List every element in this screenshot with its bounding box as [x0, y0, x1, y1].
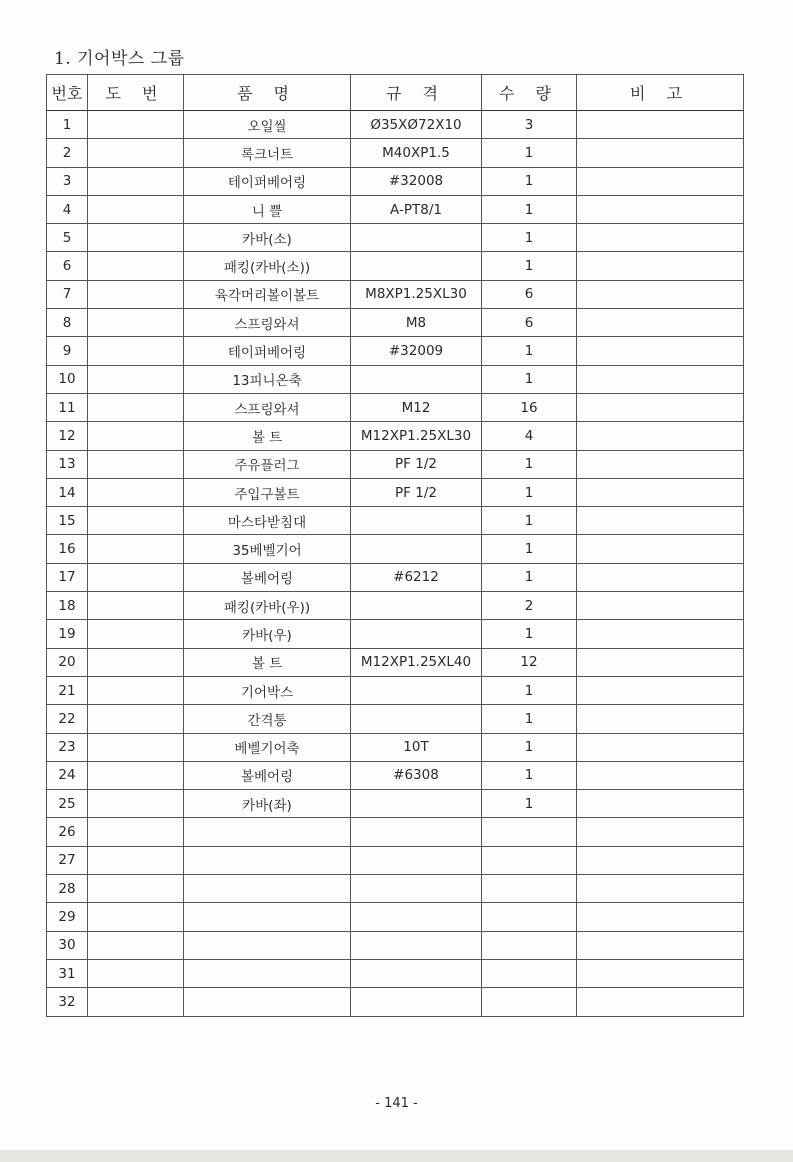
part-note — [577, 337, 744, 365]
part-note — [577, 733, 744, 761]
part-spec: #32008 — [351, 167, 482, 195]
part-quantity: 1 — [482, 478, 577, 506]
part-quantity: 1 — [482, 563, 577, 591]
part-quantity: 2 — [482, 592, 577, 620]
row-number: 17 — [47, 563, 88, 591]
part-quantity — [482, 903, 577, 931]
drawing-number — [88, 139, 184, 167]
part-note — [577, 280, 744, 308]
part-name: 니 쁠 — [184, 195, 351, 223]
parts-table-body — [47, 111, 744, 1017]
row-number: 22 — [47, 705, 88, 733]
part-name: 카바(소) — [184, 224, 351, 252]
part-note — [577, 676, 744, 704]
row-number: 7 — [47, 280, 88, 308]
row-number: 23 — [47, 733, 88, 761]
part-quantity: 1 — [482, 620, 577, 648]
part-quantity — [482, 818, 577, 846]
part-spec — [351, 846, 482, 874]
header-number: 번호 — [47, 75, 88, 111]
drawing-number — [88, 818, 184, 846]
drawing-number — [88, 846, 184, 874]
part-spec: #6212 — [351, 563, 482, 591]
row-number: 21 — [47, 676, 88, 704]
table-row — [47, 620, 744, 648]
row-number: 26 — [47, 818, 88, 846]
table-row — [47, 393, 744, 421]
part-quantity: 1 — [482, 733, 577, 761]
part-note — [577, 592, 744, 620]
part-spec — [351, 790, 482, 818]
part-note — [577, 903, 744, 931]
part-quantity: 1 — [482, 224, 577, 252]
part-note — [577, 195, 744, 223]
part-name: 오일씰 — [184, 111, 351, 139]
part-name: 테이퍼베어링 — [184, 337, 351, 365]
drawing-number — [88, 365, 184, 393]
row-number: 32 — [47, 988, 88, 1016]
drawing-number — [88, 478, 184, 506]
table-row — [47, 903, 744, 931]
row-number: 14 — [47, 478, 88, 506]
part-name — [184, 988, 351, 1016]
part-name: 육각머리볼이볼트 — [184, 280, 351, 308]
part-spec: M8 — [351, 309, 482, 337]
part-name: 주입구볼트 — [184, 478, 351, 506]
part-name: 볼베어링 — [184, 761, 351, 789]
part-spec — [351, 224, 482, 252]
part-spec — [351, 818, 482, 846]
part-name: 베벨기어축 — [184, 733, 351, 761]
part-spec — [351, 620, 482, 648]
part-quantity — [482, 846, 577, 874]
part-note — [577, 507, 744, 535]
parts-table — [46, 74, 744, 1017]
part-spec — [351, 705, 482, 733]
part-quantity: 6 — [482, 309, 577, 337]
part-name: 35베벨기어 — [184, 535, 351, 563]
table-row — [47, 818, 744, 846]
part-spec — [351, 507, 482, 535]
part-spec — [351, 903, 482, 931]
part-quantity: 1 — [482, 139, 577, 167]
header-part-name: 품 명 — [184, 75, 351, 111]
part-note — [577, 252, 744, 280]
part-quantity: 1 — [482, 450, 577, 478]
table-row — [47, 959, 744, 987]
part-note — [577, 761, 744, 789]
part-spec — [351, 875, 482, 903]
part-quantity: 12 — [482, 648, 577, 676]
page-title: 1. 기어박스 그룹 — [54, 49, 185, 69]
part-note — [577, 309, 744, 337]
part-note — [577, 111, 744, 139]
part-name: 볼베어링 — [184, 563, 351, 591]
drawing-number — [88, 393, 184, 421]
row-number: 25 — [47, 790, 88, 818]
part-spec: PF 1/2 — [351, 450, 482, 478]
row-number: 15 — [47, 507, 88, 535]
header-spec: 규 격 — [351, 75, 482, 111]
part-quantity: 1 — [482, 790, 577, 818]
table-row — [47, 761, 744, 789]
drawing-number — [88, 790, 184, 818]
table-row — [47, 648, 744, 676]
part-quantity: 1 — [482, 167, 577, 195]
table-row — [47, 280, 744, 308]
table-row — [47, 988, 744, 1016]
part-note — [577, 563, 744, 591]
part-name: 스프링와셔 — [184, 393, 351, 421]
drawing-number — [88, 563, 184, 591]
header-note: 비 고 — [577, 75, 744, 111]
part-note — [577, 818, 744, 846]
part-quantity: 3 — [482, 111, 577, 139]
table-row — [47, 478, 744, 506]
part-note — [577, 365, 744, 393]
part-note — [577, 790, 744, 818]
part-spec: M8XP1.25XL30 — [351, 280, 482, 308]
drawing-number — [88, 988, 184, 1016]
drawing-number — [88, 733, 184, 761]
table-row — [47, 676, 744, 704]
part-quantity — [482, 931, 577, 959]
part-note — [577, 450, 744, 478]
drawing-number — [88, 450, 184, 478]
table-row — [47, 592, 744, 620]
part-spec: M12 — [351, 393, 482, 421]
part-spec — [351, 931, 482, 959]
part-name — [184, 959, 351, 987]
part-note — [577, 535, 744, 563]
part-quantity: 1 — [482, 507, 577, 535]
part-spec: A-PT8/1 — [351, 195, 482, 223]
part-spec — [351, 592, 482, 620]
row-number: 30 — [47, 931, 88, 959]
row-number: 3 — [47, 167, 88, 195]
drawing-number — [88, 705, 184, 733]
row-number: 19 — [47, 620, 88, 648]
row-number: 29 — [47, 903, 88, 931]
part-quantity: 1 — [482, 761, 577, 789]
drawing-number — [88, 337, 184, 365]
header-quantity: 수 량 — [482, 75, 577, 111]
drawing-number — [88, 648, 184, 676]
part-spec: PF 1/2 — [351, 478, 482, 506]
row-number: 10 — [47, 365, 88, 393]
part-name: 13피니온축 — [184, 365, 351, 393]
row-number: 4 — [47, 195, 88, 223]
row-number: 20 — [47, 648, 88, 676]
table-row — [47, 931, 744, 959]
part-note — [577, 422, 744, 450]
part-name: 볼 트 — [184, 648, 351, 676]
table-row — [47, 252, 744, 280]
part-name: 패킹(카바(소)) — [184, 252, 351, 280]
row-number: 13 — [47, 450, 88, 478]
row-number: 11 — [47, 393, 88, 421]
table-row — [47, 195, 744, 223]
part-note — [577, 393, 744, 421]
header-drawing-no: 도 번 — [88, 75, 184, 111]
part-name — [184, 875, 351, 903]
part-note — [577, 705, 744, 733]
row-number: 16 — [47, 535, 88, 563]
part-spec — [351, 959, 482, 987]
row-number: 1 — [47, 111, 88, 139]
row-number: 18 — [47, 592, 88, 620]
row-number: 2 — [47, 139, 88, 167]
part-spec — [351, 365, 482, 393]
part-quantity — [482, 875, 577, 903]
table-row — [47, 111, 744, 139]
part-note — [577, 139, 744, 167]
part-name — [184, 846, 351, 874]
part-name: 스프링와셔 — [184, 309, 351, 337]
drawing-number — [88, 507, 184, 535]
row-number: 28 — [47, 875, 88, 903]
part-quantity: 1 — [482, 337, 577, 365]
part-quantity: 1 — [482, 705, 577, 733]
table-row — [47, 337, 744, 365]
part-name: 주유플러그 — [184, 450, 351, 478]
part-spec — [351, 988, 482, 1016]
part-quantity: 1 — [482, 365, 577, 393]
part-note — [577, 648, 744, 676]
drawing-number — [88, 875, 184, 903]
part-name: 테이퍼베어링 — [184, 167, 351, 195]
part-quantity: 1 — [482, 676, 577, 704]
table-header-row — [47, 75, 744, 111]
drawing-number — [88, 195, 184, 223]
part-quantity: 1 — [482, 195, 577, 223]
drawing-number — [88, 252, 184, 280]
row-number: 24 — [47, 761, 88, 789]
part-name: 카바(좌) — [184, 790, 351, 818]
table-row — [47, 875, 744, 903]
drawing-number — [88, 959, 184, 987]
part-quantity: 4 — [482, 422, 577, 450]
part-name: 패킹(카바(우)) — [184, 592, 351, 620]
part-note — [577, 931, 744, 959]
drawing-number — [88, 111, 184, 139]
part-spec: M12XP1.25XL40 — [351, 648, 482, 676]
part-note — [577, 875, 744, 903]
part-spec: 10T — [351, 733, 482, 761]
drawing-number — [88, 676, 184, 704]
part-spec: M12XP1.25XL30 — [351, 422, 482, 450]
drawing-number — [88, 309, 184, 337]
part-name: 간격통 — [184, 705, 351, 733]
table-row — [47, 422, 744, 450]
part-note — [577, 988, 744, 1016]
table-row — [47, 507, 744, 535]
table-row — [47, 365, 744, 393]
row-number: 12 — [47, 422, 88, 450]
part-note — [577, 620, 744, 648]
page-number: - 141 - — [375, 1096, 418, 1111]
part-name: 볼 트 — [184, 422, 351, 450]
drawing-number — [88, 620, 184, 648]
part-note — [577, 959, 744, 987]
drawing-number — [88, 903, 184, 931]
part-quantity: 1 — [482, 252, 577, 280]
table-row — [47, 309, 744, 337]
part-note — [577, 846, 744, 874]
part-note — [577, 167, 744, 195]
table-row — [47, 705, 744, 733]
table-row — [47, 450, 744, 478]
row-number: 31 — [47, 959, 88, 987]
drawing-number — [88, 535, 184, 563]
part-quantity: 16 — [482, 393, 577, 421]
drawing-number — [88, 592, 184, 620]
part-name: 기어박스 — [184, 676, 351, 704]
drawing-number — [88, 224, 184, 252]
table-row — [47, 790, 744, 818]
part-spec: #32009 — [351, 337, 482, 365]
part-quantity: 1 — [482, 535, 577, 563]
part-note — [577, 224, 744, 252]
part-quantity: 6 — [482, 280, 577, 308]
part-spec — [351, 535, 482, 563]
table-row — [47, 224, 744, 252]
part-spec — [351, 252, 482, 280]
table-row — [47, 733, 744, 761]
table-row — [47, 563, 744, 591]
row-number: 5 — [47, 224, 88, 252]
drawing-number — [88, 167, 184, 195]
part-note — [577, 478, 744, 506]
table-row — [47, 167, 744, 195]
part-spec: M40XP1.5 — [351, 139, 482, 167]
table-row — [47, 139, 744, 167]
part-spec: #6308 — [351, 761, 482, 789]
part-name: 록크너트 — [184, 139, 351, 167]
part-spec — [351, 676, 482, 704]
part-name: 마스타받침대 — [184, 507, 351, 535]
table-row — [47, 535, 744, 563]
table-row — [47, 846, 744, 874]
part-name: 카바(우) — [184, 620, 351, 648]
drawing-number — [88, 280, 184, 308]
row-number: 27 — [47, 846, 88, 874]
part-name — [184, 903, 351, 931]
scan-edge — [0, 1150, 793, 1162]
drawing-number — [88, 422, 184, 450]
part-quantity — [482, 959, 577, 987]
row-number: 8 — [47, 309, 88, 337]
drawing-number — [88, 931, 184, 959]
part-name — [184, 931, 351, 959]
row-number: 9 — [47, 337, 88, 365]
drawing-number — [88, 761, 184, 789]
row-number: 6 — [47, 252, 88, 280]
part-spec: Ø35XØ72X10 — [351, 111, 482, 139]
part-name — [184, 818, 351, 846]
part-quantity — [482, 988, 577, 1016]
